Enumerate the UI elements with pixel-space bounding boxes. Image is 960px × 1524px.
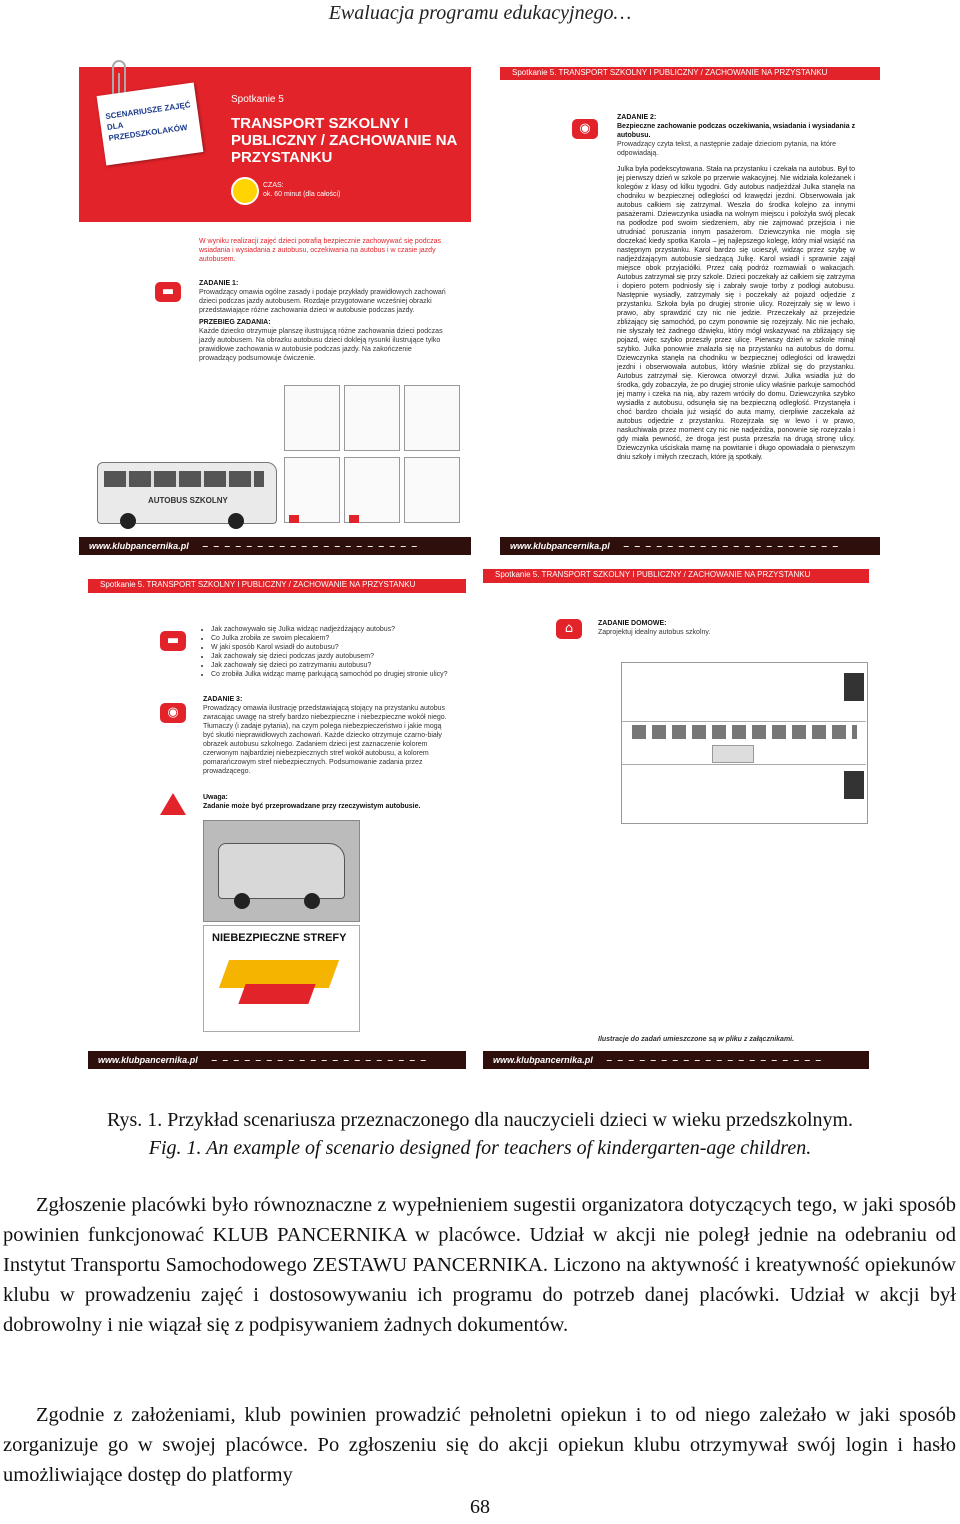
running-header: Ewaluacja programu edukacyjnego… (328, 2, 632, 24)
bus-icon: ▬ (155, 282, 181, 302)
bus-wheel (228, 513, 244, 529)
question-item: • Co Julka zrobiła ze swoim plecakiem? (211, 634, 456, 643)
task2-title: Bezpieczne zachowanie podczas oczekiwania, wsiadania i wysiadania z autobusu. (617, 123, 856, 139)
meeting-label: Spotkanie 5 (231, 94, 284, 105)
illustration-cell (344, 457, 400, 523)
illustration-cell (284, 385, 340, 451)
figure-caption-en: Fig. 1. An example of scenario designed for teachers of kindergarten-age children. (148, 1137, 812, 1159)
arrow-icon (349, 515, 359, 523)
bus-wheel (304, 893, 320, 909)
bus-windows (632, 725, 857, 739)
questions-list (203, 625, 456, 679)
clip-card: SCENARIUSZE ZAJĘĆ DLA PRZEDSZKOLAKÓW (97, 83, 204, 166)
homework-label: ZADANIE DOMOWE: (598, 620, 667, 627)
question-item: • Jak zachowały się dzieci podczas jazdy autobusem? (211, 652, 456, 661)
bus-front (844, 673, 864, 701)
page3-bar: Spotkanie 5. TRANSPORT SZKOLNY I PUBLICZNY / ZACHOWANIE NA PRZYSTANKU (88, 579, 466, 593)
bus-cutout-template (621, 662, 868, 824)
homework-text: Zaprojektuj idealny autobus szkolny. (598, 629, 711, 636)
note (203, 793, 448, 811)
warning-icon (160, 793, 186, 815)
figure-scenario (75, 55, 885, 1075)
time-label: CZAS: (263, 182, 284, 189)
clock-icon (231, 177, 259, 205)
task2-text: Prowadzący czyta tekst, a następnie zadaje dzieciom pytania, na które odpowiadają. (617, 141, 837, 157)
course-text: Każde dziecko otrzymuje planszę ilustrującą różne zachowania dzieci podczas jazdy autobusem. Na obrazku autobusu dzieci dokleją rysunki ilustrujące tylko prawidłowe zachowania w autobusie podczas jazdy. Na zakończenie prowadzący podsumowuje ćwiczenie. (199, 328, 443, 362)
bus-zone-red (238, 984, 315, 1004)
page3-footer: www.klubpancernika.pl ‒‒‒‒‒‒‒‒‒‒‒‒‒‒‒‒‒‒‒‒ (88, 1051, 466, 1069)
task3 (203, 695, 448, 776)
goal-text: W wyniku realizacji zajęć dzieci potrafią bezpiecznie zachowywać się podczas wsiadania i wysiadania z autobusu, oczekiwania na autobus i w czasie jazdy autobusem. (199, 238, 441, 263)
scenario-page-2 (500, 67, 882, 567)
task2 (617, 113, 857, 158)
question-item: • Co zrobiła Julka widząc mamę parkującą samochód po drugiej stronie ulicy? (211, 670, 456, 679)
footer-url: www.klubpancernika.pl (510, 541, 610, 551)
danger-title: NIEBEZPIECZNE STREFY (212, 932, 347, 944)
page-number: 68 (470, 1496, 490, 1518)
question-item: • W jaki sposób Karol wsiadł do autobusu? (211, 643, 456, 652)
page2-bar: Spotkanie 5. TRANSPORT SZKOLNY I PUBLICZNY / ZACHOWANIE NA PRZYSTANKU (500, 67, 880, 80)
note-label: Uwaga: (203, 794, 228, 801)
homework (598, 619, 838, 637)
footer-url: www.klubpancernika.pl (493, 1055, 593, 1065)
bus-wheel (234, 893, 250, 909)
bus-label: AUTOBUS SZKOLNY (148, 496, 228, 505)
task1 (199, 279, 447, 363)
task3-label: ZADANIE 3: (203, 696, 243, 703)
course-label: PRZEBIEG ZADANIA: (199, 319, 271, 326)
bus-wheel (120, 513, 136, 529)
eye-icon: ◉ (160, 703, 186, 723)
body-paragraph: Zgodnie z założeniami, klub powinien prowadzić pełnoletni opiekun i to od niego zależało w jaki sposób zorganizuje go w swojej placówce. Po zgłoszeniu się do akcji opiekun klubu otrzymywał swój login i hasło umożliwiające dostęp do platformy (3, 1404, 956, 1486)
scenario-page-1 (79, 67, 471, 567)
illustration-cell (404, 457, 460, 523)
bus-door (712, 745, 754, 763)
school-bus-photo (97, 462, 277, 524)
bus-photo (203, 820, 360, 922)
bus-windows (104, 471, 264, 487)
bus-back (844, 771, 864, 799)
task1-label: ZADANIE 1: (199, 280, 239, 287)
page2-footer: www.klubpancernika.pl ‒‒‒‒‒‒‒‒‒‒‒‒‒‒‒‒‒‒‒‒ (500, 537, 880, 555)
figure-caption-pl: Rys. 1. Przykład scenariusza przeznaczonego dla nauczycieli dzieci w wieku przedszkolnym. (106, 1109, 854, 1131)
task1-text: Prowadzący omawia ogólne zasady i podaje przykłady prawidłowych zachowań dzieci podczas jazdy autobusem. Rozdaje przygotowane wcześniej obrazki przedstawiające różne zachowania dzieci w autobusie podczas jazdy. (199, 289, 446, 314)
bus-body (218, 843, 345, 899)
body-paragraph: Zgłoszenie placówki było równoznaczne z wypełnieniem sugestii organizatora dotyczących tego, w jaki sposób powinien funkcjonować KLUB PANCERNIKA w placówce. Udział w akcji nie poległ jednie na odebraniu od Instytut Transportu Samochodowego ZESTAWU PANCERNIKA. Liczono na aktywność i kreatywność opiekunów klubu w prowadzeniu zajęć i dostosowywaniu ich programu do potrzeb danej placówki. Udział w akcji był dobrowolny i nie wiązał się z podpisywaniem żadnych dokumentów. (3, 1194, 956, 1336)
question-item: • Jak zachowywało się Julka widząc nadjeżdżający autobus? (211, 625, 456, 634)
danger-zones-card (203, 925, 360, 1032)
note-text: Zadanie może być przeprowadzane przy rzeczywistym autobusie. (203, 803, 421, 810)
scenario-title: TRANSPORT SZKOLNY I PUBLICZNY / ZACHOWANIE NA PRZYSTANKU (231, 115, 457, 166)
illustration-cell (344, 385, 400, 451)
illustrations-note: Ilustracje do zadań umieszczone są w pliku z załącznikami. (598, 1036, 795, 1043)
scenario-page-4 (483, 569, 871, 1069)
question-item: • Jak zachowały się dzieci po zatrzymaniu autobusu? (211, 661, 456, 670)
page1-footer: www.klubpancernika.pl ‒‒‒‒‒‒‒‒‒‒‒‒‒‒‒‒‒‒‒‒ (79, 537, 471, 555)
scenario-page-3 (88, 575, 468, 1070)
footer-url: www.klubpancernika.pl (98, 1055, 198, 1065)
task2-label: ZADANIE 2: (617, 114, 657, 121)
arrow-icon (289, 515, 299, 523)
eye-icon: ◉ (572, 119, 598, 139)
page4-footer: www.klubpancernika.pl ‒‒‒‒‒‒‒‒‒‒‒‒‒‒‒‒‒‒‒‒ (483, 1051, 869, 1069)
illustration-cell (404, 385, 460, 451)
home-icon: ⌂ (556, 619, 582, 639)
footer-url: www.klubpancernika.pl (89, 541, 189, 551)
illustration-cell (284, 457, 340, 523)
page4-bar: Spotkanie 5. TRANSPORT SZKOLNY I PUBLICZNY / ZACHOWANIE NA PRZYSTANKU (483, 569, 869, 583)
story-text: Julka była podekscytowana. Stała na przystanku i czekała na autobus. Był to jej pierwszy dzień w szkole po przerwie wakacyjnej. Nie widziała koleżanek i kolegów z klasy od kilku tygodni. Gdy autobus nadjeżdżał Julka stanęła na chodniku w bezpiecznej odległości od krawędzi jezdni. Obserwowała jak autobus całkiem się zatrzymał. Weszła do środka kolejno za innymi pasażerami. Dziewczynka usiadła na wolnym miejscu i położyła swój plecak na podłodze pod swoim siedzeniem, aby nie zajmować przejścia i nie utrudniać poruszania innym pasażerom. Dziewczynka nie mogła się doczekać kiedy spotka Karola – jej najlepszego kolegę, który miał wsiąść na następnym przystanku. Karol bardzo się ucieszył, widząc przez szybę w nadjeżdżającym autobusie siedzącą Julkę. Karol wsiadł i sprawnie zajął miejsce obok przyjaciółki. Przez całą podróż rozmawiali o wakacjach. Autobus zatrzymał się przy szkole. Dzieci poczekały aż całkiem się zatrzyma i dopiero potem podniosły się i zabrały swoje torby z podłogi autobusu. Następnie wysiadły, zatrzymały się i poczekały aż pojazd odjedzie z przystanku. Szkoła była po drugiej stronie ulicy. Rozejrzały się w lewo i prawo, aby sprawdzić czy nic nie jedzie. Przeczekały aż przejedzie zbliżający się samochód, po czym ponownie się rozejrzały. Nic nie jechało, nie słyszały też żadnego dźwięku, który mógł wskazywać na zbliżający się pojazd, więc szybko przeszły przez ulicę. Pierwszy dzień w szkole minął szybko. Julka ponownie znalazła się na przystanku na autobus do domu. Dziewczynka stanęła na chodniku w bezpiecznej odległości od krawędzi jezdni i obserwowała autobus, który właśnie zbliżał się do przystanku. Autobus zatrzymał się. Kierowca otworzył drzwi. Julka wsiadła już do środka, gdy zobaczyła, że po drugiej stronie ulicy właśnie parkuje samochód jej mamy i czeka na nią, aby razem wróciły do domu. Dziewczynka szybko wysiadła z autobusu, odsunęła się na bezpieczną odległość. Przystanęła i choć bardzo chciała już wsiąść do auta mamy, cierpliwie zaczekała aż autobus odjedzie z przystanku. Rozejrzała się w lewo i w prawo, nasłuchiwała przez moment czy nic nie nadjeżdża, ponownie się rozejrzała i gdy miała pewność, że droga jest pusta przeszła na drugą stronę ulicy. Dziewczynka uściskała mamę na powitanie i długo opowiadała o pierwszym dniu szkoły i miłych rzeczach, które ją spotkały. (617, 166, 855, 461)
time-value: ok. 60 minut (dla całości) (263, 191, 341, 198)
bus-icon: ▬ (160, 631, 186, 651)
task3-text: Prowadzący omawia ilustrację przedstawiającą stojący na przystanku autobus zwracając uwagę na strefy bardzo niebezpieczne i niebezpieczne wokół niego. Tłumaczy (i zadaje pytania), na czym polega niebezpieczeństwo i jakie mogą być skutki nieprawidłowych zachowań. Każde dziecko otrzymuje czarno-biały obrazek autobusu szkolnego. Zadaniem dzieci jest zaznaczenie kolorem czerwonym najbardziej niebezpiecznych stref wokół autobusu, a kolorem pomarańczowym stref niebezpiecznych. Podsumowanie zadania przez prowadzącego. (203, 705, 447, 775)
